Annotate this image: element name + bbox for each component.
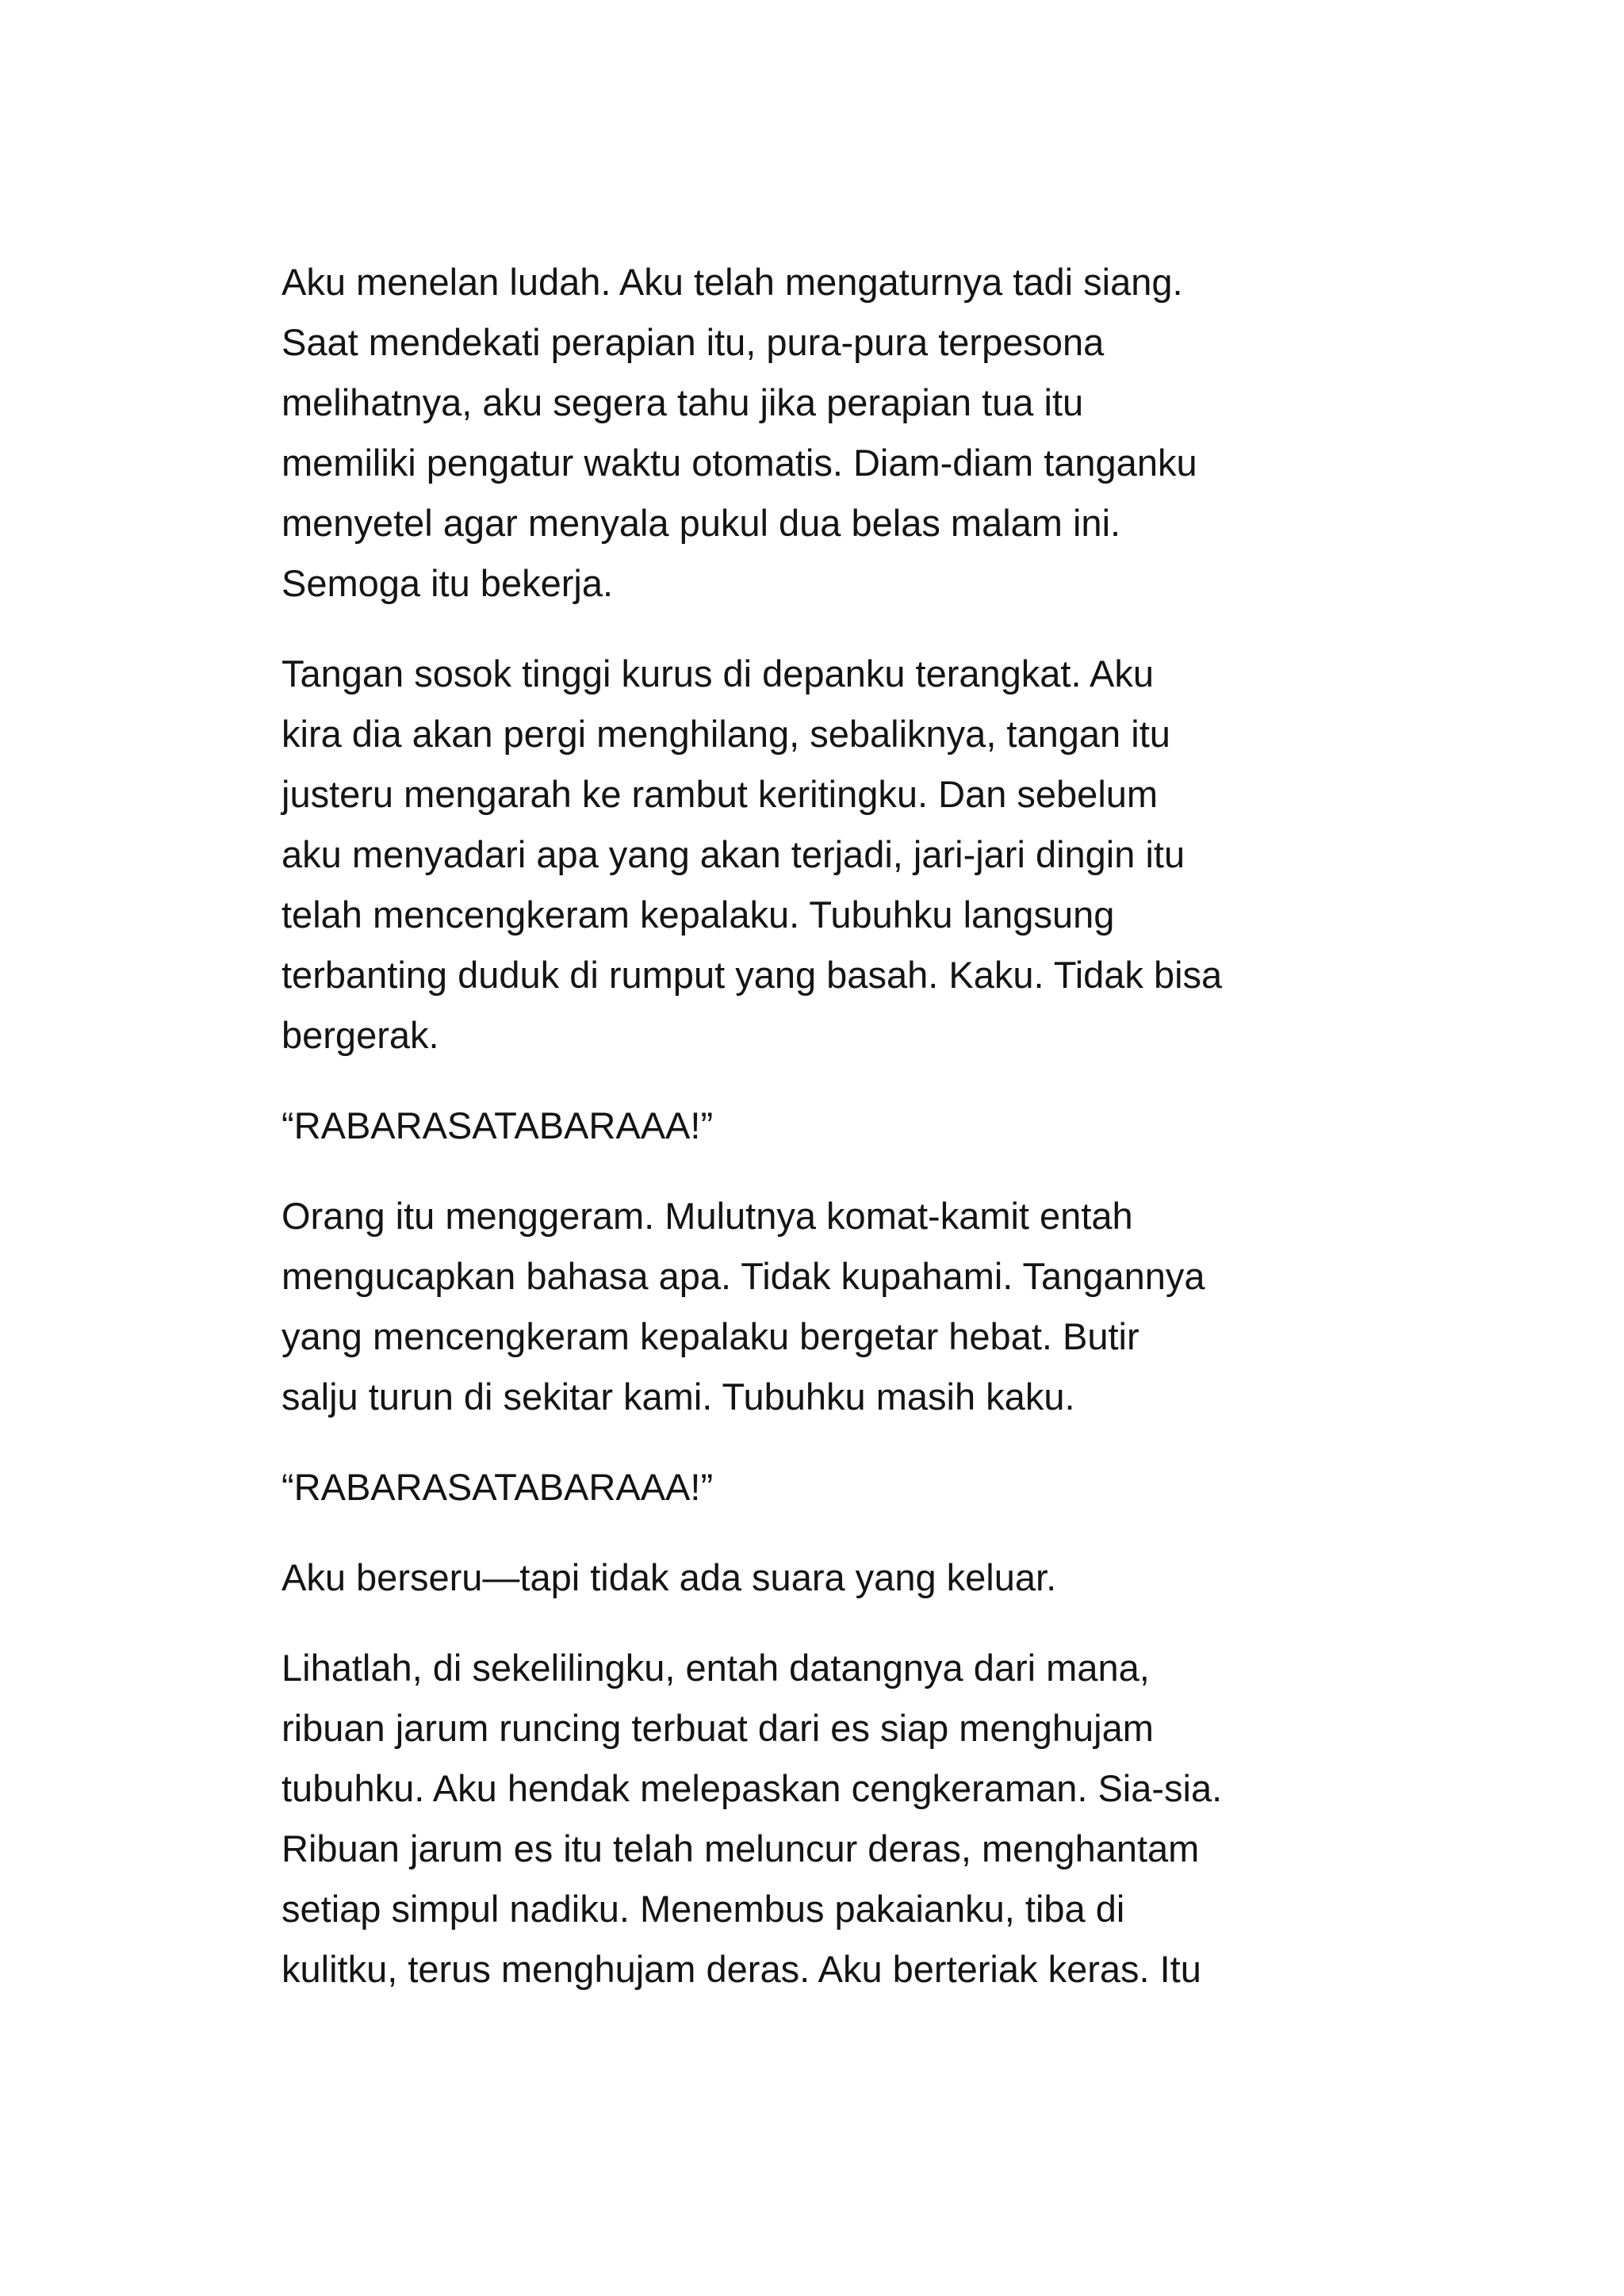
text-line: menyetel agar menyala pukul dua belas malam ini. xyxy=(282,502,1121,544)
text-line: Lihatlah, di sekelilingku, entah datangnya dari mana, xyxy=(282,1647,1150,1689)
text-line: Ribuan jarum es itu telah meluncur deras, menghantam xyxy=(282,1827,1200,1869)
text-line: Aku menelan ludah. Aku telah mengaturnya tadi siang. xyxy=(282,261,1183,303)
text-line: setiap simpul nadiku. Menembus pakaianku, tiba di xyxy=(282,1888,1125,1930)
text-line: Semoga itu bekerja. xyxy=(282,562,614,604)
text-line: yang mencengkeram kepalaku bergetar hebat. Butir xyxy=(282,1315,1139,1357)
paragraph-3 xyxy=(282,1096,1392,1156)
text-line: Orang itu menggeram. Mulutnya komat-kamit entah xyxy=(282,1195,1133,1237)
paragraph-4 xyxy=(282,1186,1392,1427)
text-line: kulitku, terus menghujam deras. Aku berteriak keras. Itu xyxy=(282,1948,1201,1990)
paragraph-7 xyxy=(282,1638,1392,1999)
body-text xyxy=(282,252,1392,1999)
text-line: tubuhku. Aku hendak melepaskan cengkeraman. Sia-sia. xyxy=(282,1767,1223,1809)
text-line: Saat mendekati perapian itu, pura-pura terpesona xyxy=(282,321,1105,363)
text-line: terbanting duduk di rumput yang basah. Kaku. Tidak bisa xyxy=(282,954,1223,996)
text-line: melihatnya, aku segera tahu jika perapian tua itu xyxy=(282,381,1084,423)
text-line: salju turun di sekitar kami. Tubuhku masih kaku. xyxy=(282,1376,1075,1418)
text-line: Aku berseru—tapi tidak ada suara yang keluar. xyxy=(282,1556,1057,1598)
text-line: justeru mengarah ke rambut keritingku. Dan sebelum xyxy=(282,773,1159,815)
text-line: “RABARASATABARAAA!” xyxy=(282,1104,714,1146)
text-line: bergerak. xyxy=(282,1014,439,1056)
text-line: kira dia akan pergi menghilang, sebaliknya, tangan itu xyxy=(282,713,1170,755)
paragraph-gap xyxy=(282,1608,1392,1638)
paragraph-gap xyxy=(282,1427,1392,1457)
text-line: ribuan jarum runcing terbuat dari es siap menghujam xyxy=(282,1707,1154,1749)
text-line: Tangan sosok tinggi kurus di depanku terangkat. Aku xyxy=(282,652,1155,695)
paragraph-gap xyxy=(282,1517,1392,1548)
paragraph-gap xyxy=(282,614,1392,644)
paragraph-gap xyxy=(282,1156,1392,1186)
paragraph-1 xyxy=(282,252,1392,614)
text-line: mengucapkan bahasa apa. Tidak kupahami. Tangannya xyxy=(282,1255,1205,1297)
text-line: “RABARASATABARAAA!” xyxy=(282,1466,714,1508)
paragraph-6 xyxy=(282,1548,1392,1608)
paragraph-2 xyxy=(282,644,1392,1066)
text-line: telah mencengkeram kepalaku. Tubuhku langsung xyxy=(282,894,1115,936)
text-line: memiliki pengatur waktu otomatis. Diam-diam tanganku xyxy=(282,442,1197,484)
text-line: aku menyadari apa yang akan terjadi, jari-jari dingin itu xyxy=(282,833,1185,875)
paragraph-gap xyxy=(282,1066,1392,1096)
paragraph-5 xyxy=(282,1457,1392,1517)
